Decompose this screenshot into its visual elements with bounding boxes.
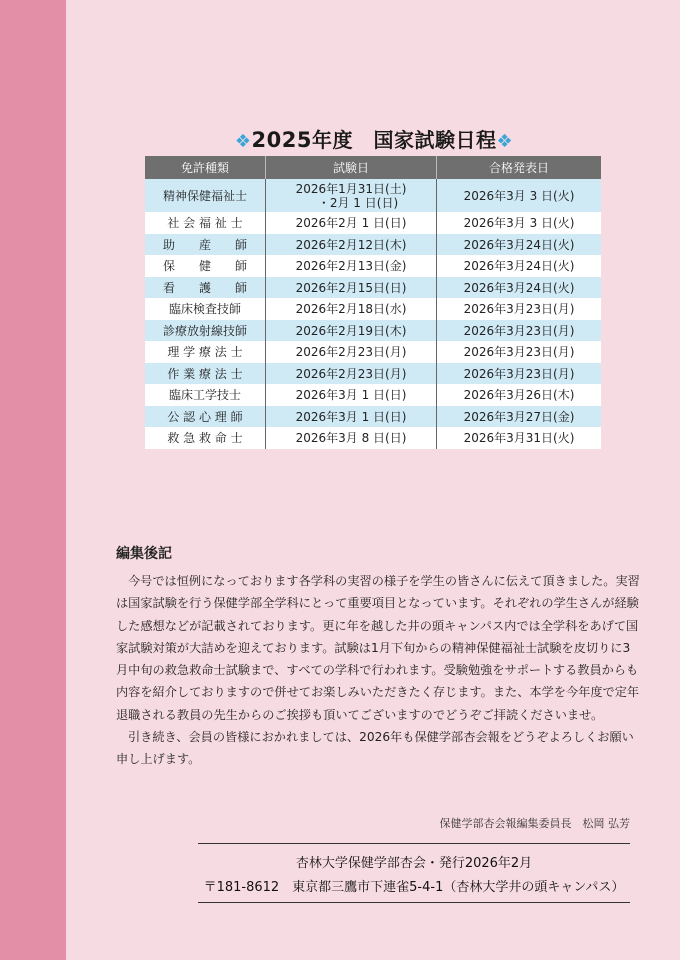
header-exam-date: 試験日: [266, 156, 437, 179]
license-cell: 作 業 療 法 士: [145, 363, 266, 385]
diamond-ornament-icon: ❖: [234, 131, 252, 152]
table-row: [145, 363, 601, 385]
license-cell: 看 護 師: [145, 277, 266, 299]
result-date-cell: 2026年3月 3 日(火): [437, 179, 602, 212]
result-date-cell: 2026年3月23日(月): [437, 363, 602, 385]
result-date-cell: 2026年3月24日(火): [437, 234, 602, 256]
postscript-paragraph: 今号では恒例になっております各学科の実習の様子を学生の皆さんに伝えて頂きました。実習は国家試験を行う保健学部全学科にとって重要項目となっています。それぞれの学生さんが経験した感想などが記載されております。更に年を越した井の頭キャンパス内では全学科をあげて国家試験対策が大詰めを迎えております。試験は1月下旬からの精神保健福祉士試験を皮切りに3月中旬の救急救命士試験まで、すべての学科で行われます。受験勉強をサポートする教員からも内容を紹介しておりますので併せてお楽しみいただきたく存じます。また、本学を今年度で定年退職される教員の先生からのご挨拶も頂いてございますのでどうぞご拝読くださいませ。: [116, 574, 640, 722]
result-date-cell: 2026年3月31日(火): [437, 427, 602, 449]
table-row: [145, 384, 601, 406]
schedule-title: [148, 124, 600, 153]
table-row: [145, 341, 601, 363]
postscript-paragraph: 引き続き、会員の皆様におかれましては、2026年も保健学部杏会報をどうぞよろしくお願い申し上げます。: [116, 730, 634, 767]
license-cell: 診療放射線技師: [145, 320, 266, 342]
table-row: [145, 234, 601, 256]
table-header-row: [145, 156, 601, 179]
result-date-cell: 2026年3月27日(金): [437, 406, 602, 428]
exam-date-cell: 2026年3月 8 日(日): [266, 427, 437, 449]
license-cell: 保 健 師: [145, 255, 266, 277]
result-date-cell: 2026年3月24日(火): [437, 255, 602, 277]
license-cell: 社 会 福 祉 士: [145, 212, 266, 234]
header-license: 免許種類: [145, 156, 266, 179]
exam-date-cell: 2026年2月18日(水): [266, 298, 437, 320]
diamond-ornament-icon: ❖: [496, 131, 514, 152]
left-sidebar-band: [0, 0, 66, 960]
table-row: [145, 255, 601, 277]
exam-date-cell: 2026年2月19日(木): [266, 320, 437, 342]
exam-date-cell: [266, 179, 437, 212]
exam-schedule-table: [145, 156, 601, 449]
exam-date-line: 2026年1月31日(土): [295, 181, 407, 196]
license-cell: 理 学 療 法 士: [145, 341, 266, 363]
footer-address: 〒181-8612 東京都三鷹市下連雀5-4-1（杏林大学井の頭キャンパス）: [203, 880, 625, 895]
footer-divider-top: [198, 843, 630, 844]
table-row: [145, 320, 601, 342]
result-date-cell: 2026年3月 3 日(火): [437, 212, 602, 234]
result-date-cell: 2026年3月24日(火): [437, 277, 602, 299]
title-text: 年度 国家試験日程: [311, 128, 497, 152]
table-row: [145, 179, 601, 212]
table-row: [145, 427, 601, 449]
footer-divider-bottom: [198, 902, 630, 903]
exam-date-cell: 2026年2月 1 日(日): [266, 212, 437, 234]
exam-date-cell: 2026年2月15日(日): [266, 277, 437, 299]
license-cell: 精神保健福祉士: [145, 179, 266, 212]
postscript-body: [116, 570, 640, 771]
license-cell: 救 急 救 命 士: [145, 427, 266, 449]
footer-publisher: 杏林大学保健学部杏会・発行2026年2月: [295, 856, 533, 871]
table-row: [145, 277, 601, 299]
table-row: [145, 212, 601, 234]
license-cell: 臨床工学技士: [145, 384, 266, 406]
exam-date-line: ・2月 1 日(日): [317, 195, 399, 210]
title-year: 2025: [251, 128, 312, 152]
license-cell: 臨床検査技師: [145, 298, 266, 320]
table-row: [145, 298, 601, 320]
license-cell: 公 認 心 理 師: [145, 406, 266, 428]
result-date-cell: 2026年3月23日(月): [437, 341, 602, 363]
exam-date-cell: 2026年2月23日(月): [266, 341, 437, 363]
postscript-heading: 編集後記: [116, 546, 172, 562]
result-date-cell: 2026年3月23日(月): [437, 320, 602, 342]
exam-date-cell: 2026年2月23日(月): [266, 363, 437, 385]
table-row: [145, 406, 601, 428]
exam-date-cell: 2026年2月13日(金): [266, 255, 437, 277]
exam-date-cell: 2026年3月 1 日(日): [266, 406, 437, 428]
exam-date-cell: 2026年2月12日(木): [266, 234, 437, 256]
result-date-cell: 2026年3月23日(月): [437, 298, 602, 320]
editor-signature: 保健学部杏会報編集委員長 松岡 弘芳: [439, 817, 630, 830]
result-date-cell: 2026年3月26日(木): [437, 384, 602, 406]
license-cell: 助 産 師: [145, 234, 266, 256]
header-result-date: 合格発表日: [437, 156, 602, 179]
exam-date-cell: 2026年3月 1 日(日): [266, 384, 437, 406]
